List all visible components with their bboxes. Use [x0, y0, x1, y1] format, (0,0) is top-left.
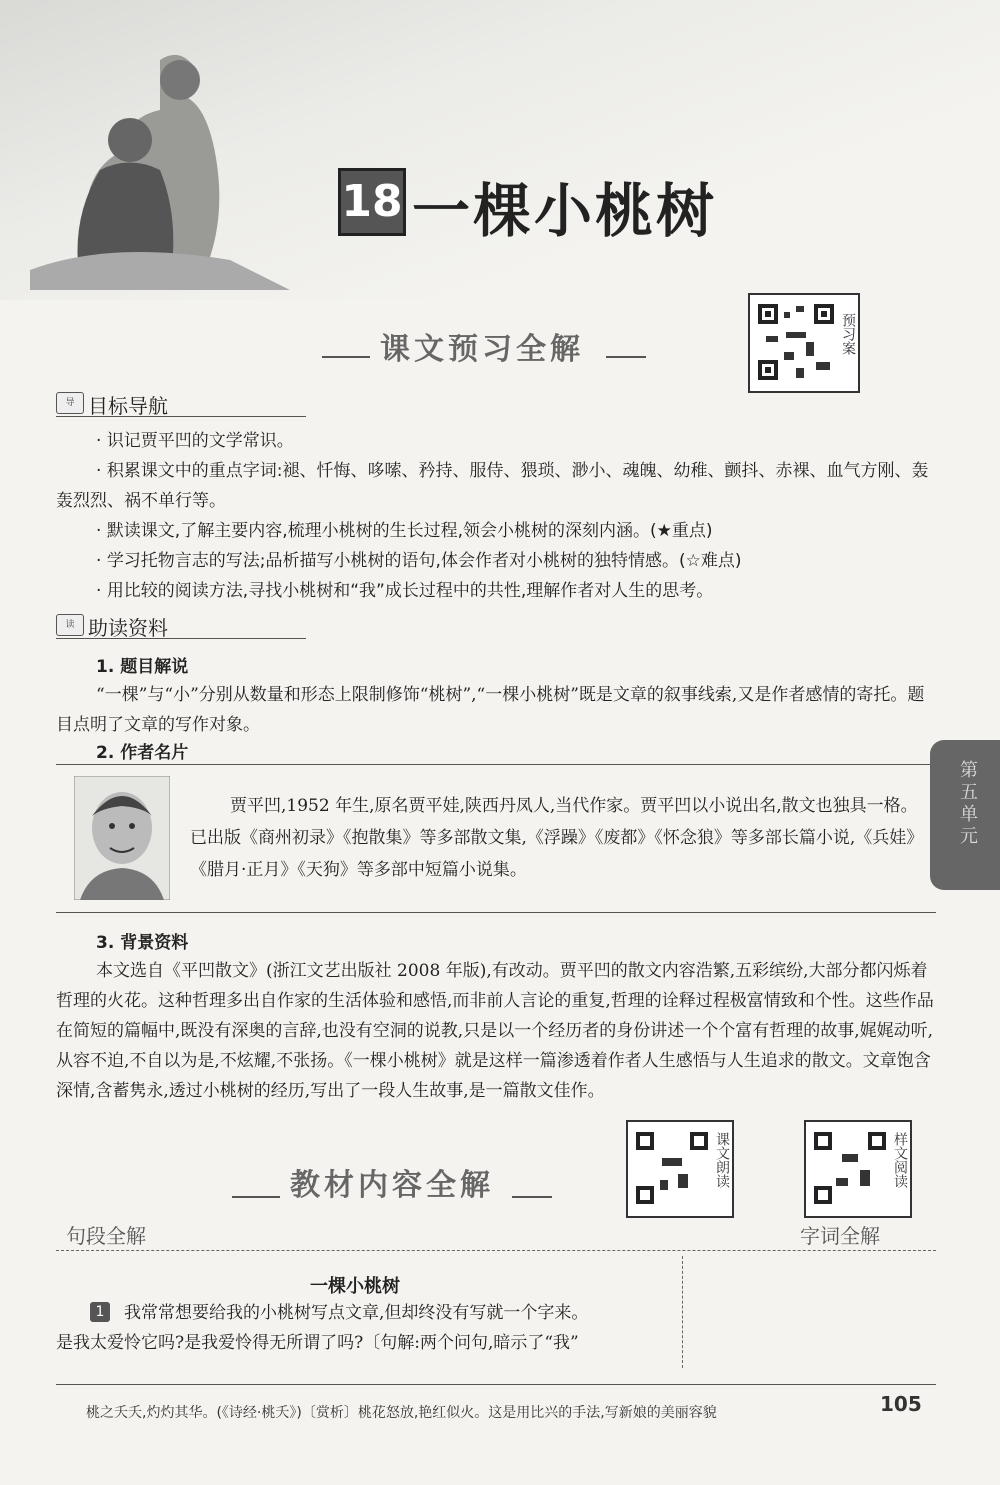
- goals-underline: [56, 416, 306, 417]
- reading-tab-icon: 读: [56, 614, 84, 636]
- column-heading-left: 句段全解: [66, 1224, 146, 1248]
- footer-rule: [56, 1384, 936, 1385]
- author-portrait: [74, 776, 170, 900]
- section-title-content: 教材内容全解: [290, 1168, 494, 1203]
- subheading-author: 2. 作者名片: [96, 743, 189, 763]
- goal-item: · 识记贾平凹的文学常识。: [96, 431, 294, 451]
- section-rule-left: [322, 356, 370, 358]
- unit-side-tab: [930, 740, 1000, 890]
- goals-tab-icon: 导: [56, 392, 84, 414]
- paragraph-title-explain: “一棵”与“小”分别从数量和形态上限制修饰“桃树”,“一棵小桃树”既是文章的叙事线索,又是作者感情的寄托。题目点明了文章的写作对象。: [56, 685, 925, 735]
- goal-item: · 默读课文,了解主要内容,梳理小桃树的生长过程,领会小桃树的深刻内涵。(★重点): [96, 521, 713, 541]
- qr-label-reading: 课文朗读: [714, 1132, 730, 1188]
- section-rule-right: [606, 356, 646, 358]
- qr-pattern-icon: [634, 1130, 710, 1206]
- paragraph-background: 本文选自《平凹散文》(浙江文艺出版社 2008 年版),有改动。贾平凹的散文内容浩繁,五彩缤纷,大部分都闪烁着哲理的火花。这种哲理多出自作家的生活体验和感悟,而非前人言论的重复,哲理的诠释过程极富情致和个性。这些作品在简短的篇幅中,既没有深奥的言辞,也没有空洞的说教,只是以一个经历者的身份讲述一个个富有哲理的故事,娓娓动听,从容不迫,不自以为是,不炫耀,不张扬。《一棵小桃树》就是这样一篇渗透着作者人生感悟与人生追求的散文。文章饱含深情,含蓄隽永,透过小桃树的经历,写出了一段人生故事,是一篇散文佳作。: [56, 961, 934, 1101]
- footer-quote: 桃之夭夭,灼灼其华。(《诗经·桃夭》)〔赏析〕桃花怒放,艳红似火。这是用比兴的手法,写新娘的美丽容貌: [86, 1405, 717, 1421]
- section-title-preview: 课文预习全解: [380, 332, 584, 367]
- column-heading-right: 字词全解: [800, 1224, 880, 1248]
- column-divider-vertical: [682, 1256, 683, 1368]
- section2-rule-right: [512, 1196, 552, 1198]
- paragraph-number: 1: [90, 1302, 110, 1322]
- unit-side-label: 第五单元: [957, 760, 978, 848]
- lesson-number: 18: [338, 168, 406, 236]
- illustration-image: [30, 20, 290, 290]
- author-box-top: [56, 764, 936, 765]
- subheading-title-explain: 1. 题目解说: [96, 657, 189, 677]
- qr-code-preview[interactable]: [748, 293, 860, 393]
- qr-code-reading[interactable]: [626, 1120, 734, 1218]
- reading-heading: 助读资料: [88, 616, 168, 640]
- reading-underline: [56, 638, 306, 639]
- qr-pattern-icon: [756, 302, 836, 382]
- paragraph-author: 贾平凹,1952 年生,原名贾平娃,陕西丹凤人,当代作家。贾平凹以小说出名,散文也独具一格。已出版《商州初录》《抱散集》等多部散文集,《浮躁》《废都》《怀念狼》等多部长篇小说,《兵娃》《腊月·正月》《天狗》等多部中短篇小说集。: [190, 796, 918, 880]
- section2-rule-left: [232, 1196, 280, 1198]
- qr-label-preview: 预习案: [840, 313, 856, 355]
- subheading-background: 3. 背景资料: [96, 933, 189, 953]
- qr-code-model[interactable]: [804, 1120, 912, 1218]
- goal-item: · 用比较的阅读方法,寻找小桃树和“我”成长过程中的共性,理解作者对人生的思考。: [96, 581, 714, 601]
- qr-pattern-icon: [812, 1130, 888, 1206]
- qr-label-model: 样文阅读: [892, 1132, 908, 1188]
- goal-item: · 学习托物言志的写法;品析描写小桃树的语句,体会作者对小桃树的独特情感。(☆难点): [96, 551, 742, 571]
- lesson-title: 一棵小桃树: [412, 177, 718, 245]
- text-line: 我常常想要给我的小桃树写点文章,但却终没有写就一个字来。: [124, 1303, 589, 1323]
- goal-item: · 积累课文中的重点字词:褪、忏悔、哆嗦、矜持、服侍、猥琐、渺小、魂魄、幼稚、颤抖、赤裸、血气方刚、轰轰烈烈、祸不单行等。: [56, 461, 929, 511]
- column-divider-horizontal: [56, 1250, 936, 1251]
- author-box-bottom: [56, 912, 936, 913]
- text-title: 一棵小桃树: [310, 1276, 400, 1297]
- page-number: 105: [880, 1392, 922, 1416]
- goals-heading: 目标导航: [88, 394, 168, 418]
- text-line: 是我太爱怜它吗?是我爱怜得无所谓了吗?〔句解:两个问句,暗示了“我”: [56, 1333, 579, 1353]
